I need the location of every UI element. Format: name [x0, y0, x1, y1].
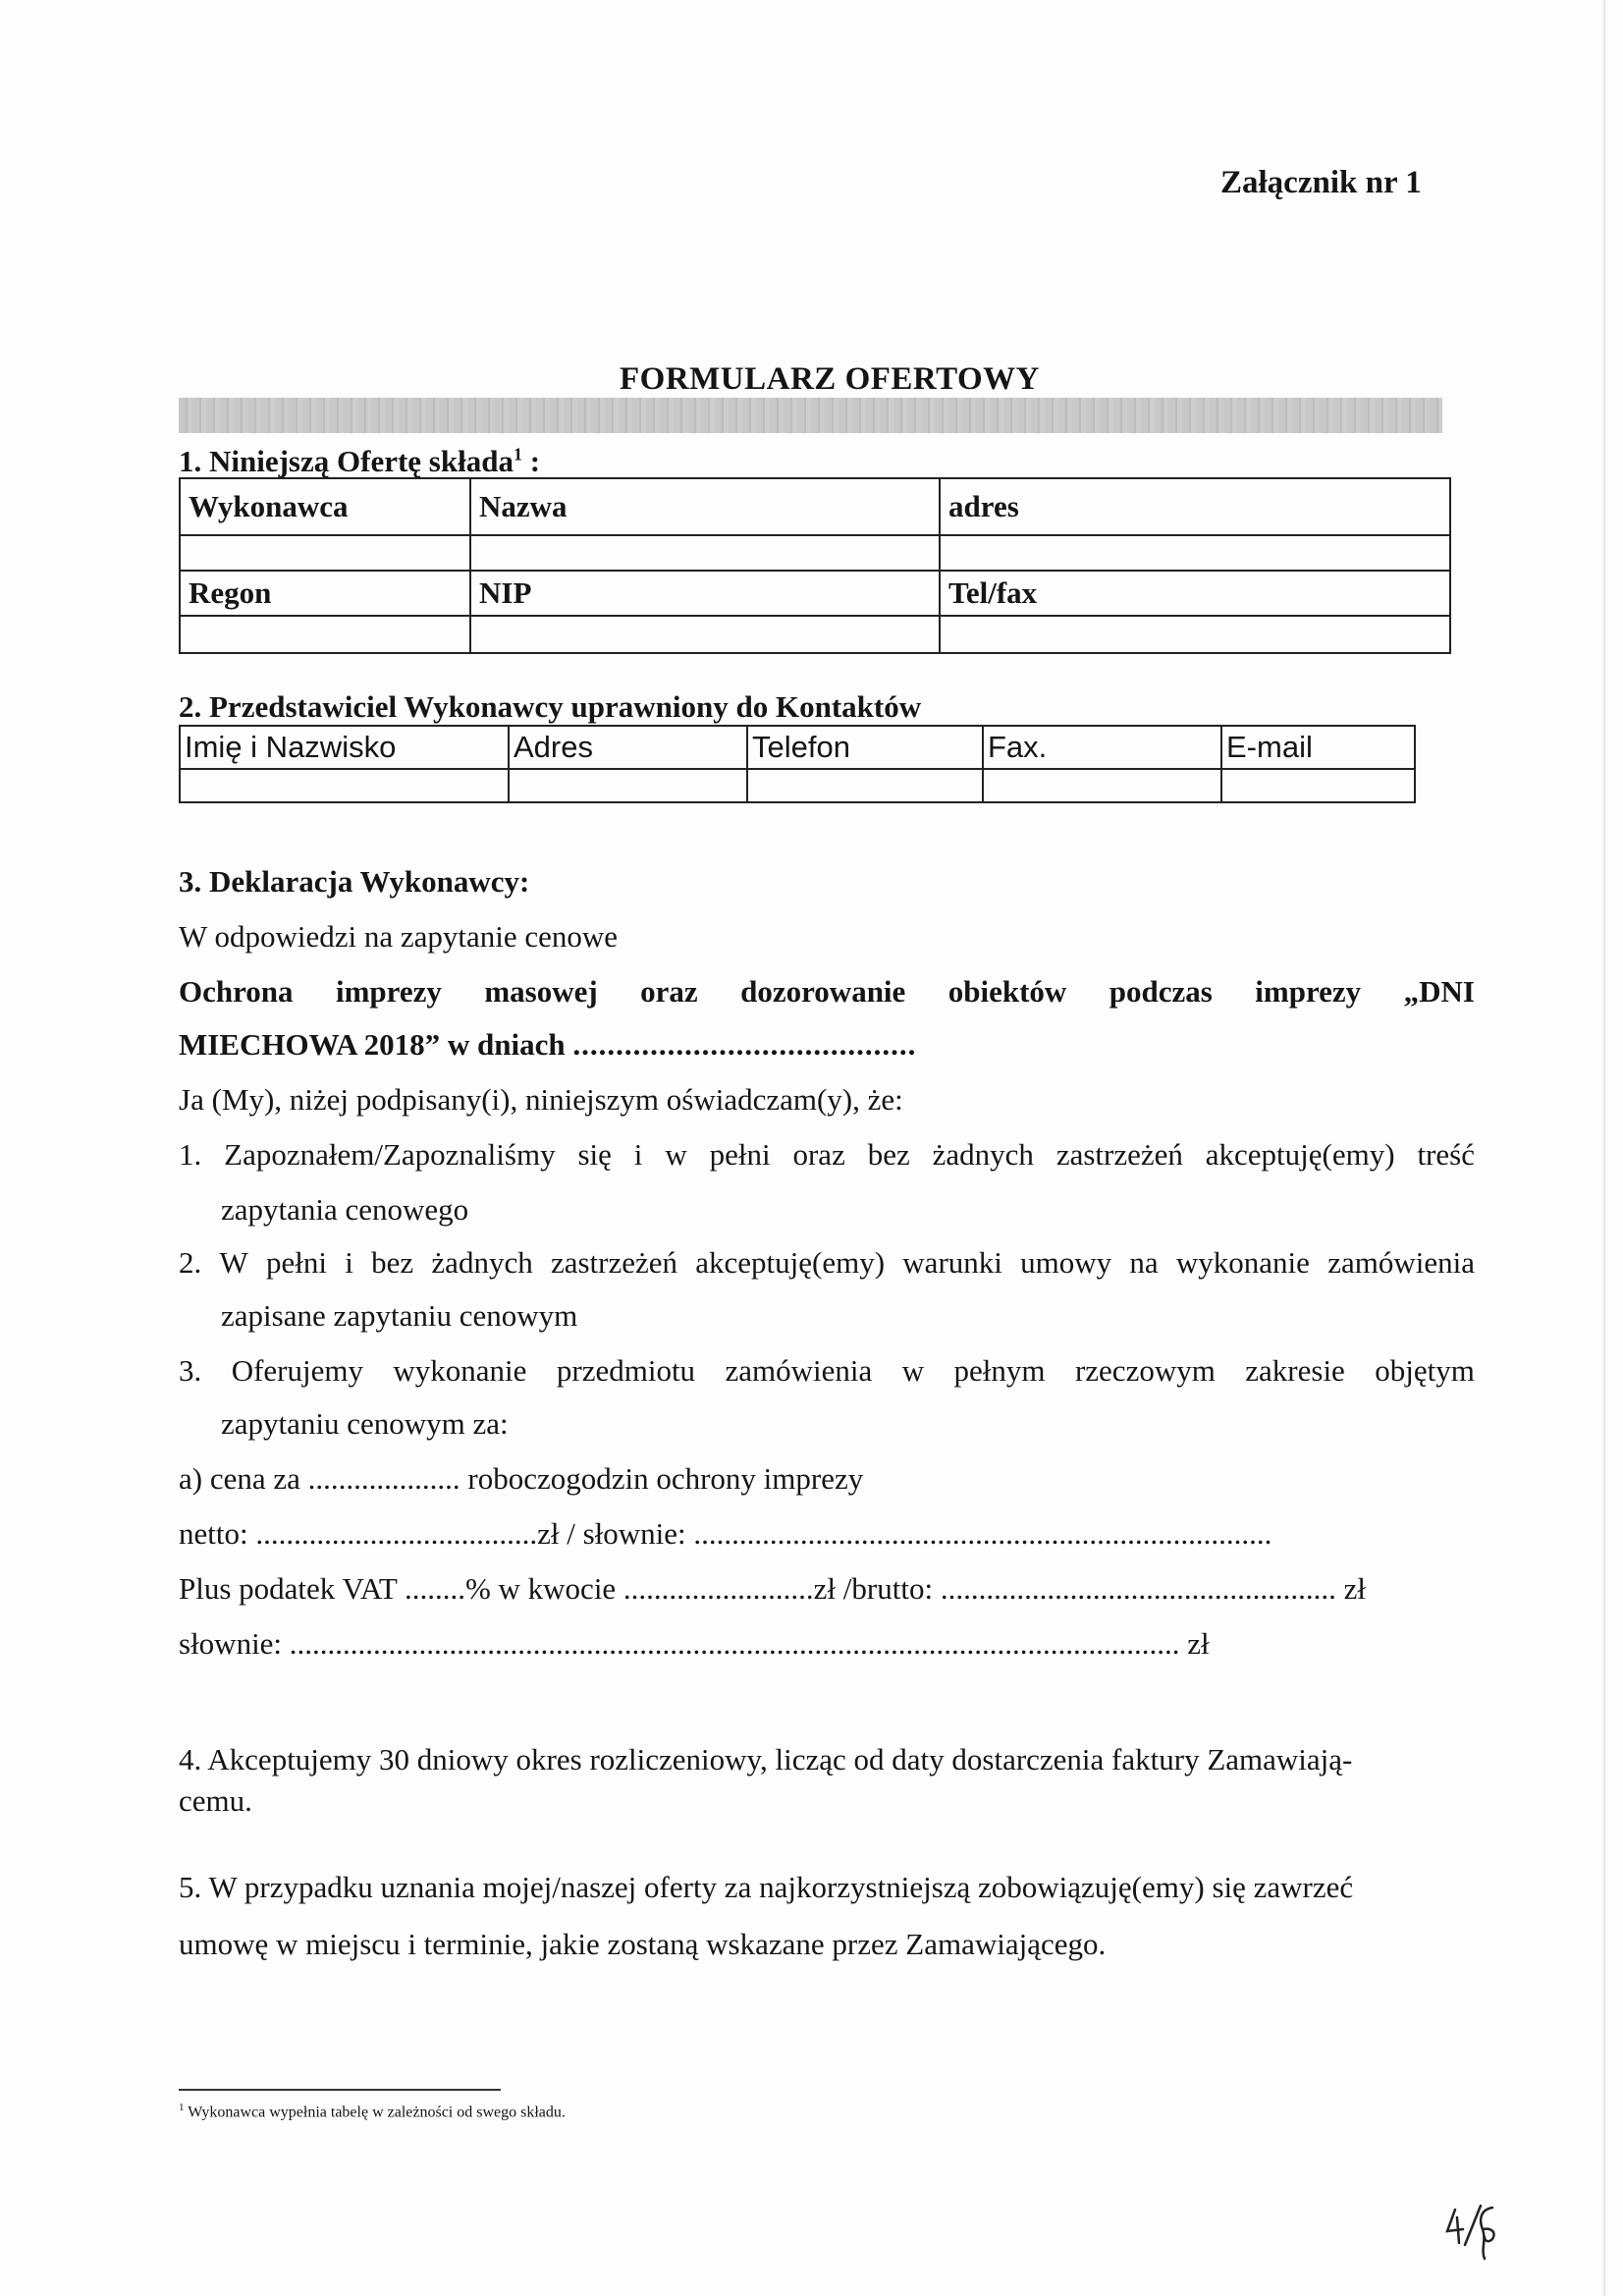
representative-header-row — [180, 726, 1415, 769]
contractor-header-row-2 — [180, 571, 1450, 616]
declaration-item-1 — [179, 1137, 1475, 1173]
item1-word: akceptuję(emy) — [1205, 1137, 1395, 1172]
footnote-separator — [179, 2089, 501, 2091]
representative-entry-row — [180, 769, 1415, 802]
item2-word: i — [345, 1245, 353, 1280]
form-title: FORMULARZ OFERTOWY — [620, 361, 1040, 397]
event-dates-field[interactable]: ........................................ — [572, 1027, 917, 1062]
section1-heading-suffix: : — [521, 444, 541, 478]
item3-word: zakresie — [1245, 1353, 1345, 1388]
subject-word: podczas — [1109, 974, 1213, 1009]
nip-cell[interactable] — [470, 616, 940, 653]
col-telefon: Telefon — [747, 726, 983, 769]
item3-word: objętym — [1375, 1353, 1475, 1388]
col-regon: Regon — [180, 571, 470, 616]
item3-word: zamówienia — [725, 1353, 873, 1388]
subject-word: masowej — [484, 974, 598, 1009]
section1-heading-text: 1. Niniejszą Ofertę składa — [179, 444, 514, 478]
item1-word: treść — [1417, 1137, 1475, 1172]
section5-line2: umowę w miejscu i terminie, jakie zostaną wskazane przez Zamawiającego. — [179, 1927, 1107, 1961]
item2-word: W — [219, 1245, 248, 1280]
offer-subject-line1 — [179, 974, 1475, 1010]
title-shading-bar — [179, 398, 1442, 433]
item1-word: 1. — [179, 1137, 202, 1172]
item3-word: 3. — [179, 1353, 202, 1388]
subject-word: imprezy — [336, 974, 442, 1009]
col-tel-fax: Tel/fax — [940, 571, 1450, 616]
telefon-cell[interactable] — [747, 769, 983, 802]
imie-nazwisko-cell[interactable] — [180, 769, 509, 802]
item2-word: warunki — [902, 1245, 1002, 1280]
nazwa-cell[interactable] — [470, 535, 940, 571]
col-adres: Adres — [509, 726, 747, 769]
footnote-mark: 1 — [179, 2102, 185, 2113]
wykonawca-cell[interactable] — [180, 535, 470, 571]
footnote-text: Wykonawca wypełnia tabelę w zależności od swego składu. — [188, 2104, 566, 2121]
item3-word: przedmiotu — [556, 1353, 696, 1388]
item2-word: zastrzeżeń — [550, 1245, 678, 1280]
item3-word: rzeczowym — [1074, 1353, 1216, 1388]
col-adres: adres — [940, 478, 1450, 535]
item1-word: się — [577, 1137, 612, 1172]
item2-word: 2. — [179, 1245, 202, 1280]
section3-heading: 3. Deklaracja Wykonawcy: — [179, 864, 530, 899]
section4-line2: cemu. — [179, 1783, 252, 1818]
item1-word: bez — [867, 1137, 910, 1172]
amount-in-words-line[interactable]: słownie: ..................................................................................................................... zł — [179, 1626, 1210, 1661]
col-nazwa: Nazwa — [470, 478, 940, 535]
item2-word: żadnych — [431, 1245, 533, 1280]
item2-word: umowy — [1020, 1245, 1112, 1280]
subject-line2-text: MIECHOWA 2018” w dniach — [179, 1027, 566, 1062]
subject-word: obiektów — [947, 974, 1067, 1009]
contractor-entry-row-2 — [180, 616, 1450, 653]
section1-heading — [179, 444, 540, 479]
fax-cell[interactable] — [983, 769, 1221, 802]
declaration-item-3 — [179, 1353, 1475, 1389]
representative-table — [179, 725, 1416, 803]
subject-word: oraz — [640, 974, 698, 1009]
item1-word: zastrzeżeń — [1055, 1137, 1183, 1172]
item1-word: w — [665, 1137, 687, 1172]
item3-word: wykonanie — [393, 1353, 527, 1388]
item2-word: akceptuję(emy) — [695, 1245, 886, 1280]
item3-word: Oferujemy — [231, 1353, 363, 1388]
adres-cell[interactable] — [509, 769, 747, 802]
item2-word: wykonanie — [1175, 1245, 1310, 1280]
price-per-hour-line[interactable]: a) cena za .................... roboczogodzin ochrony imprezy — [179, 1461, 864, 1496]
subject-word: „DNI — [1403, 974, 1475, 1009]
section2-heading: 2. Przedstawiciel Wykonawcy uprawniony do Kontaktów — [179, 689, 922, 724]
item3-word: pełnym — [953, 1353, 1046, 1388]
section5-line1: 5. W przypadku uznania mojej/naszej oferty za najkorzystniejszą zobowiązuję(emy) się zawrzeć — [179, 1870, 1354, 1904]
contractor-entry-row — [180, 535, 1450, 571]
declaration-item-2 — [179, 1245, 1475, 1281]
item2-continuation: zapisane zapytaniu cenowym — [221, 1298, 578, 1333]
col-nip: NIP — [470, 571, 940, 616]
subject-word: imprezy — [1255, 974, 1362, 1009]
email-cell[interactable] — [1221, 769, 1415, 802]
item1-continuation: zapytania cenowego — [221, 1192, 469, 1227]
contractor-header-row — [180, 478, 1450, 535]
col-imie-nazwisko: Imię i Nazwisko — [180, 726, 509, 769]
item2-word: zamówienia — [1327, 1245, 1475, 1280]
subject-word: dozorowanie — [740, 974, 906, 1009]
col-fax: Fax. — [983, 726, 1221, 769]
footnote — [179, 2102, 566, 2121]
netto-line[interactable]: netto: .....................................zł / słownie: ............................................................................ — [179, 1516, 1272, 1551]
section4-line1: 4. Akceptujemy 30 dniowy okres rozliczeniowy, licząc od daty dostarczenia faktury Zamawiają- — [179, 1742, 1353, 1777]
item2-word: pełni — [266, 1245, 328, 1280]
item1-word: żadnych — [932, 1137, 1034, 1172]
vat-brutto-line[interactable]: Plus podatek VAT ........% w kwocie .........................zł /brutto: .................................................... zł — [179, 1571, 1366, 1606]
offer-subject-line2 — [179, 1027, 916, 1063]
col-email: E-mail — [1221, 726, 1415, 769]
declaration-intro: Ja (My), niżej podpisany(i), niniejszym oświadczam(y), że: — [179, 1082, 903, 1117]
item2-word: bez — [371, 1245, 414, 1280]
item1-word: pełni — [709, 1137, 771, 1172]
adres-cell[interactable] — [940, 535, 1450, 571]
item1-word: oraz — [792, 1137, 845, 1172]
subject-word: Ochrona — [179, 974, 294, 1009]
col-wykonawca: Wykonawca — [180, 478, 470, 535]
regon-cell[interactable] — [180, 616, 470, 653]
footnote-ref: 1 — [513, 444, 522, 465]
attachment-label: Załącznik nr 1 — [1220, 165, 1422, 200]
scan-edge — [1603, 0, 1605, 2296]
item3-word: w — [901, 1353, 925, 1388]
contractor-table — [179, 477, 1451, 654]
section3-intro: W odpowiedzi na zapytanie cenowe — [179, 919, 619, 954]
item2-word: na — [1129, 1245, 1159, 1280]
handwritten-page-number — [1441, 2200, 1520, 2278]
item1-word: i — [633, 1137, 643, 1172]
tel-fax-cell[interactable] — [940, 616, 1450, 653]
item1-word: Zapoznałem/Zapoznaliśmy — [224, 1137, 556, 1172]
item3-continuation: zapytaniu cenowym za: — [221, 1406, 509, 1441]
